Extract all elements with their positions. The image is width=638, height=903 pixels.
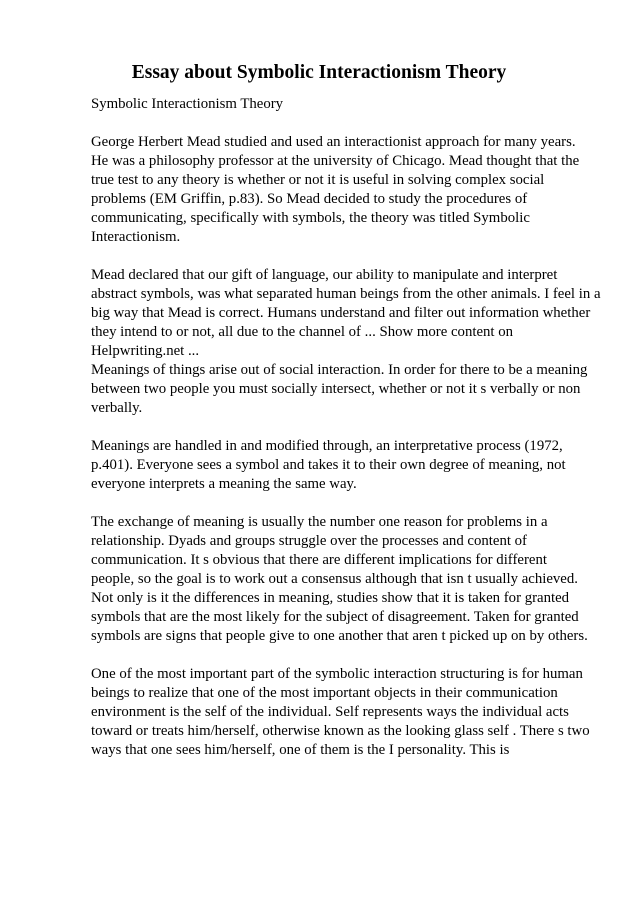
text-line: Meanings of things arise out of social interaction. In order for there to be a meaning (91, 362, 588, 378)
text-line: He was a philosophy professor at the university of Chicago. Mead thought that the (91, 153, 580, 169)
document-body (91, 95, 601, 779)
text-line: Symbolic Interactionism Theory (91, 96, 284, 112)
text-line: One of the most important part of the symbolic interaction structuring is for human (91, 666, 583, 682)
text-line: toward or treats him/herself, otherwise known as the looking glass self . There s two (91, 723, 590, 739)
text-line: communication. It s obvious that there are different implications for different (91, 552, 547, 568)
paragraph-meanings-social (91, 361, 601, 418)
text-line: people, so the goal is to work out a consensus although that isn t usually achieved. (91, 571, 578, 587)
text-line: they intend to or not, all due to the channel of ... Show more content on (91, 324, 514, 340)
text-line: Interactionism. (91, 229, 181, 245)
text-line: p.401). Everyone sees a symbol and takes it to their own degree of meaning, not (91, 457, 566, 473)
text-line: abstract symbols, was what separated human beings from the other animals. I feel in a (91, 286, 601, 302)
paragraph-mead-intro (91, 133, 601, 247)
text-line: George Herbert Mead studied and used an interactionist approach for many years. (91, 134, 576, 150)
paragraph-self (91, 665, 601, 760)
text-line: big way that Mead is correct. Humans understand and filter out information whether (91, 305, 591, 321)
text-line: problems (EM Griffin, p.83). So Mead decided to study the procedures of (91, 191, 528, 207)
paragraph-meanings-handled (91, 437, 601, 494)
paragraph-subtitle (91, 95, 601, 114)
text-line: symbols that are the most likely for the subject of disagreement. Taken for granted (91, 609, 579, 625)
text-line: true test to any theory is whether or not it is useful in solving complex social (91, 172, 545, 188)
text-line: Mead declared that our gift of language, our ability to manipulate and interpret (91, 267, 558, 283)
text-line: between two people you must socially intersect, whether or not it s verbally or non (91, 381, 581, 397)
text-line: Helpwriting.net ... (91, 343, 200, 359)
text-line: communicating, specifically with symbols, the theory was titled Symbolic (91, 210, 530, 226)
text-line: everyone interprets a meaning the same way. (91, 476, 357, 492)
document-title: Essay about Symbolic Interactionism Theory (131, 62, 507, 83)
text-line: environment is the self of the individual. Self represents ways the individual acts (91, 704, 569, 720)
text-line: symbols are signs that people give to one another that aren t picked up on by others. (91, 628, 588, 644)
text-line: Meanings are handled in and modified through, an interpretative process (1972, (91, 438, 563, 454)
paragraph-language (91, 266, 601, 361)
text-line: beings to realize that one of the most important objects in their communication (91, 685, 558, 701)
text-line: relationship. Dyads and groups struggle over the processes and content of (91, 533, 527, 549)
text-line: The exchange of meaning is usually the number one reason for problems in a (91, 514, 548, 530)
text-line: verbally. (91, 400, 143, 416)
text-line: ways that one sees him/herself, one of them is the I personality. This is (91, 742, 510, 758)
text-line: Not only is it the differences in meaning, studies show that it is taken for granted (91, 590, 570, 606)
paragraph-exchange (91, 513, 601, 646)
